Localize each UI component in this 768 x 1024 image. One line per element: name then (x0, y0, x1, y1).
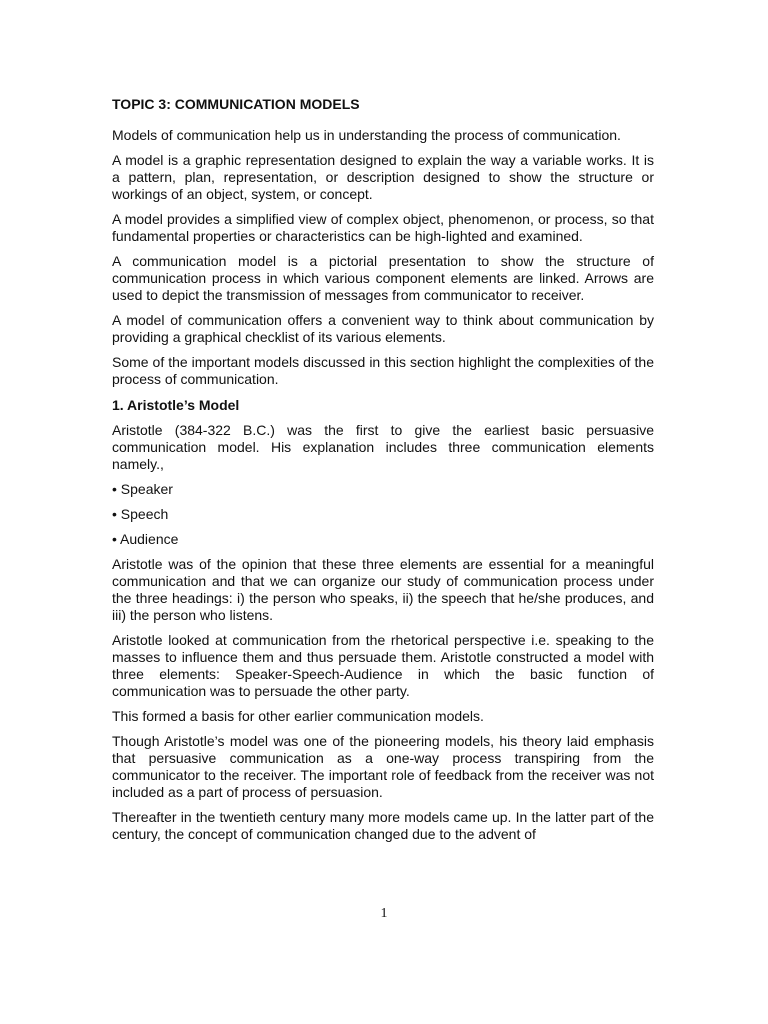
section-intro-paragraph: Aristotle (384-322 B.C.) was the first to give the earliest basic persuasive communication model. His explanation includes three communication elements namely., (112, 422, 654, 472)
intro-paragraph-6: Some of the important models discussed in this section highlight the complexities of the process of communication. (112, 354, 654, 387)
intro-paragraph-5: A model of communication offers a convenient way to think about communication by providing a graphical checklist of its various elements. (112, 312, 654, 345)
bullet-speech: • Speech (112, 506, 169, 522)
section-heading-aristotle: 1. Aristotle’s Model (112, 397, 240, 413)
page-content (112, 95, 654, 851)
bullet-audience: • Audience (112, 531, 179, 547)
page-number: 1 (380, 906, 388, 921)
bullet-speaker: • Speaker (112, 481, 173, 497)
section-paragraph-3: This formed a basis for other earlier communication models. (112, 708, 484, 724)
intro-paragraph-2: A model is a graphic representation designed to explain the way a variable works. It is a pattern, plan, representation, or description designed to show the structure or workings of an object, system, or concept. (112, 152, 654, 202)
page-title: TOPIC 3: COMMUNICATION MODELS (112, 96, 360, 112)
intro-paragraph-3: A model provides a simplified view of complex object, phenomenon, or process, so that fundamental properties or characteristics can be high-lighted and examined. (112, 211, 654, 244)
intro-paragraph-1: Models of communication help us in understanding the process of communication. (112, 127, 621, 143)
section-paragraph-2: Aristotle looked at communication from the rhetorical perspective i.e. speaking to the masses to influence them and thus persuade them. Aristotle constructed a model with three elements: Speaker-Speech-Audience in which the basic function of communication was to persuade the other party. (112, 632, 654, 699)
section-paragraph-1: Aristotle was of the opinion that these three elements are essential for a meaningful communication and that we can organize our study of communication process under the three headings: i) the person who speaks, ii) the speech that he/she produces, and iii) the person who listens. (112, 556, 654, 623)
section-paragraph-4: Though Aristotle’s model was one of the pioneering models, his theory laid emphasis that persuasive communication as a one-way process transpiring from the communicator to the receiver. The important role of feedback from the receiver was not included as a part of process of persuasion. (112, 733, 654, 800)
intro-paragraph-4: A communication model is a pictorial presentation to show the structure of communication process in which various component elements are linked. Arrows are used to depict the transmission of messages from communicator to receiver. (112, 253, 654, 303)
section-paragraph-5: Thereafter in the twentieth century many more models came up. In the latter part of the century, the concept of communication changed due to the advent of (112, 809, 654, 842)
